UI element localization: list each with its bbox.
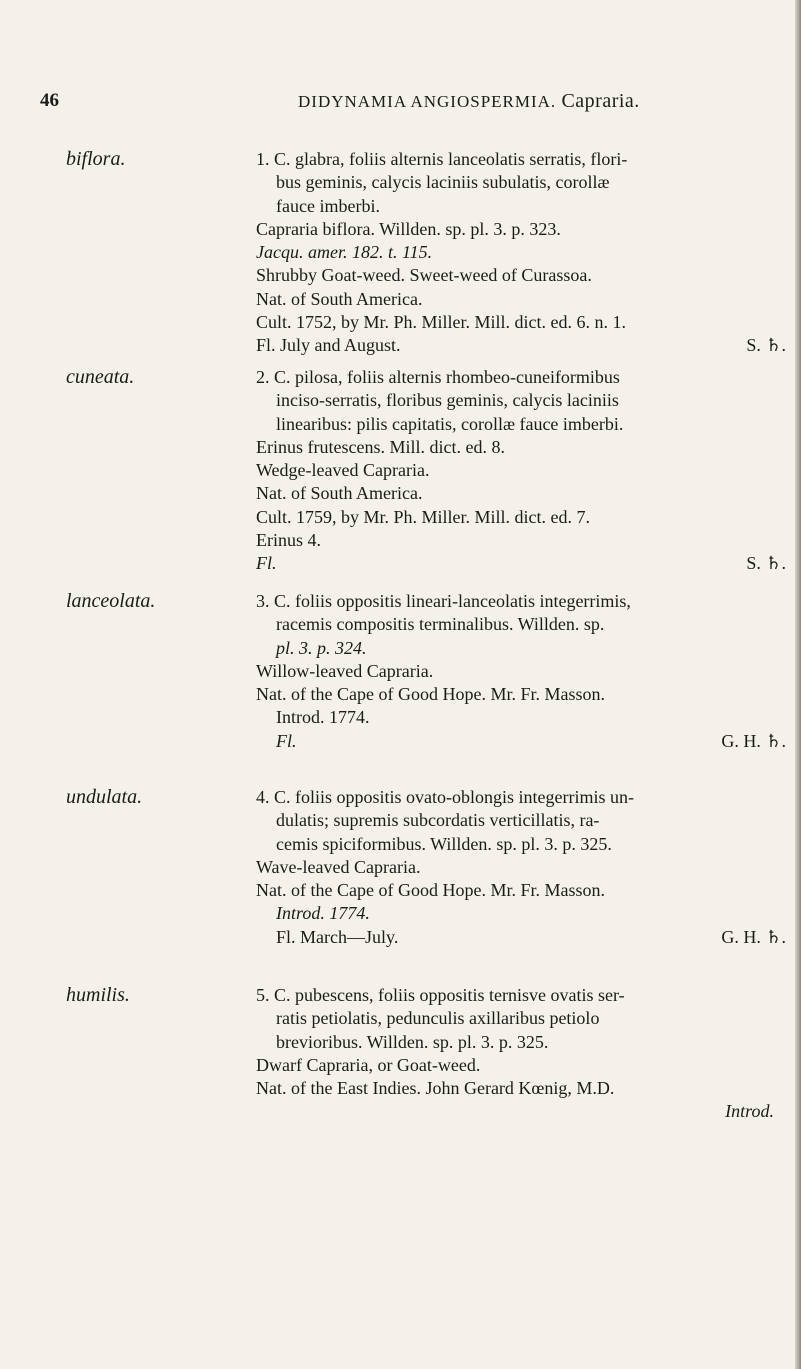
entry-line: Introd. 1774.	[276, 707, 370, 728]
entry-line: Jacqu. amer. 182. t. 115.	[256, 242, 433, 263]
entry-body	[256, 148, 786, 358]
entry-line	[256, 334, 786, 357]
entry-line: ratis petiolatis, pedunculis axillaribus petiolo	[276, 1008, 600, 1029]
epithet: lanceolata.	[66, 590, 156, 612]
genus-name: Capraria.	[561, 90, 640, 112]
entry-line: pl. 3. p. 324.	[276, 637, 367, 658]
entry-line	[256, 730, 786, 753]
entry-line: Wedge-leaved Capraria.	[256, 460, 430, 481]
flowering-text: Fl. March—July.	[276, 926, 399, 947]
flowering-text: Fl.	[256, 553, 277, 574]
entry-line: Nat. of South America.	[256, 483, 423, 504]
entry-line: linearibus: pilis capitatis, corollæ fauce imberbi.	[276, 413, 624, 434]
entry-line: Erinus frutescens. Mill. dict. ed. 8.	[256, 436, 505, 457]
entry-line: cemis spiciformibus. Willden. sp. pl. 3. p. 325.	[276, 833, 612, 854]
page-number: 46	[40, 90, 59, 111]
entry-body	[256, 984, 786, 1124]
entry-line: 4. C. foliis oppositis ovato-oblongis integerrimis un-	[256, 787, 634, 807]
entry-line	[256, 552, 786, 575]
introd-text: Introd.	[725, 1101, 774, 1122]
status-mark: S. ♄.	[746, 335, 786, 356]
flowering-text: Fl. July and August.	[256, 335, 401, 356]
epithet: humilis.	[66, 984, 130, 1006]
entry-line: Nat. of the East Indies. John Gerard Kœnig, M.D.	[256, 1078, 615, 1099]
entry-line: Wave-leaved Capraria.	[256, 856, 421, 877]
entry-line: 1. C. glabra, foliis alternis lanceolatis serratis, flori-	[256, 149, 628, 169]
entry-line: Nat. of the Cape of Good Hope. Mr. Fr. Masson.	[256, 684, 605, 705]
entry-line: Erinus 4.	[256, 530, 321, 551]
epithet: biflora.	[66, 148, 126, 170]
page-edge-shadow	[795, 0, 801, 1369]
entry-line: Dwarf Capraria, or Goat-weed.	[256, 1054, 481, 1075]
status-mark: G. H. ♄.	[721, 730, 786, 751]
entry-line: Nat. of South America.	[256, 288, 423, 309]
running-header	[40, 90, 740, 118]
entry-body	[256, 590, 786, 753]
entry-line: inciso-serratis, floribus geminis, calycis laciniis	[276, 390, 619, 411]
epithet: undulata.	[66, 786, 143, 808]
entry-line	[256, 926, 786, 949]
entry-body	[256, 786, 786, 949]
running-title	[298, 90, 640, 113]
entry-line: brevioribus. Willden. sp. pl. 3. p. 325.	[276, 1031, 549, 1052]
entry-line: fauce imberbi.	[276, 195, 380, 216]
flowering-text: Fl.	[276, 730, 297, 751]
entry-line: 3. C. foliis oppositis lineari-lanceolatis integerrimis,	[256, 591, 631, 611]
entry-line: Shrubby Goat-weed. Sweet-weed of Curassoa.	[256, 265, 592, 286]
epithet: cuneata.	[66, 366, 135, 388]
entry-line	[256, 1100, 786, 1123]
entry-body	[256, 366, 786, 576]
entry-line: Cult. 1752, by Mr. Ph. Miller. Mill. dict. ed. 6. n. 1.	[256, 312, 627, 333]
entry-line: racemis compositis terminalibus. Willden. sp.	[276, 614, 605, 635]
entry-line: Capraria biflora. Willden. sp. pl. 3. p. 323.	[256, 218, 561, 239]
entry-line: 5. C. pubescens, foliis oppositis ternisve ovatis ser-	[256, 985, 625, 1005]
entry-line: Nat. of the Cape of Good Hope. Mr. Fr. Masson.	[256, 880, 605, 901]
entry-line: bus geminis, calycis laciniis subulatis, corollæ	[276, 172, 610, 193]
entry-line: 2. C. pilosa, foliis alternis rhombeo-cuneiformibus	[256, 367, 620, 387]
status-mark: S. ♄.	[746, 553, 786, 574]
entry-line: Introd. 1774.	[276, 903, 370, 924]
entry-line: Willow-leaved Capraria.	[256, 660, 434, 681]
running-title-text: DIDYNAMIA ANGIOSPERMIA.	[298, 92, 557, 111]
status-mark: G. H. ♄.	[721, 926, 786, 947]
entry-line: Cult. 1759, by Mr. Ph. Miller. Mill. dict. ed. 7.	[256, 506, 591, 527]
entry-line: dulatis; supremis subcordatis verticillatis, ra-	[276, 810, 600, 831]
